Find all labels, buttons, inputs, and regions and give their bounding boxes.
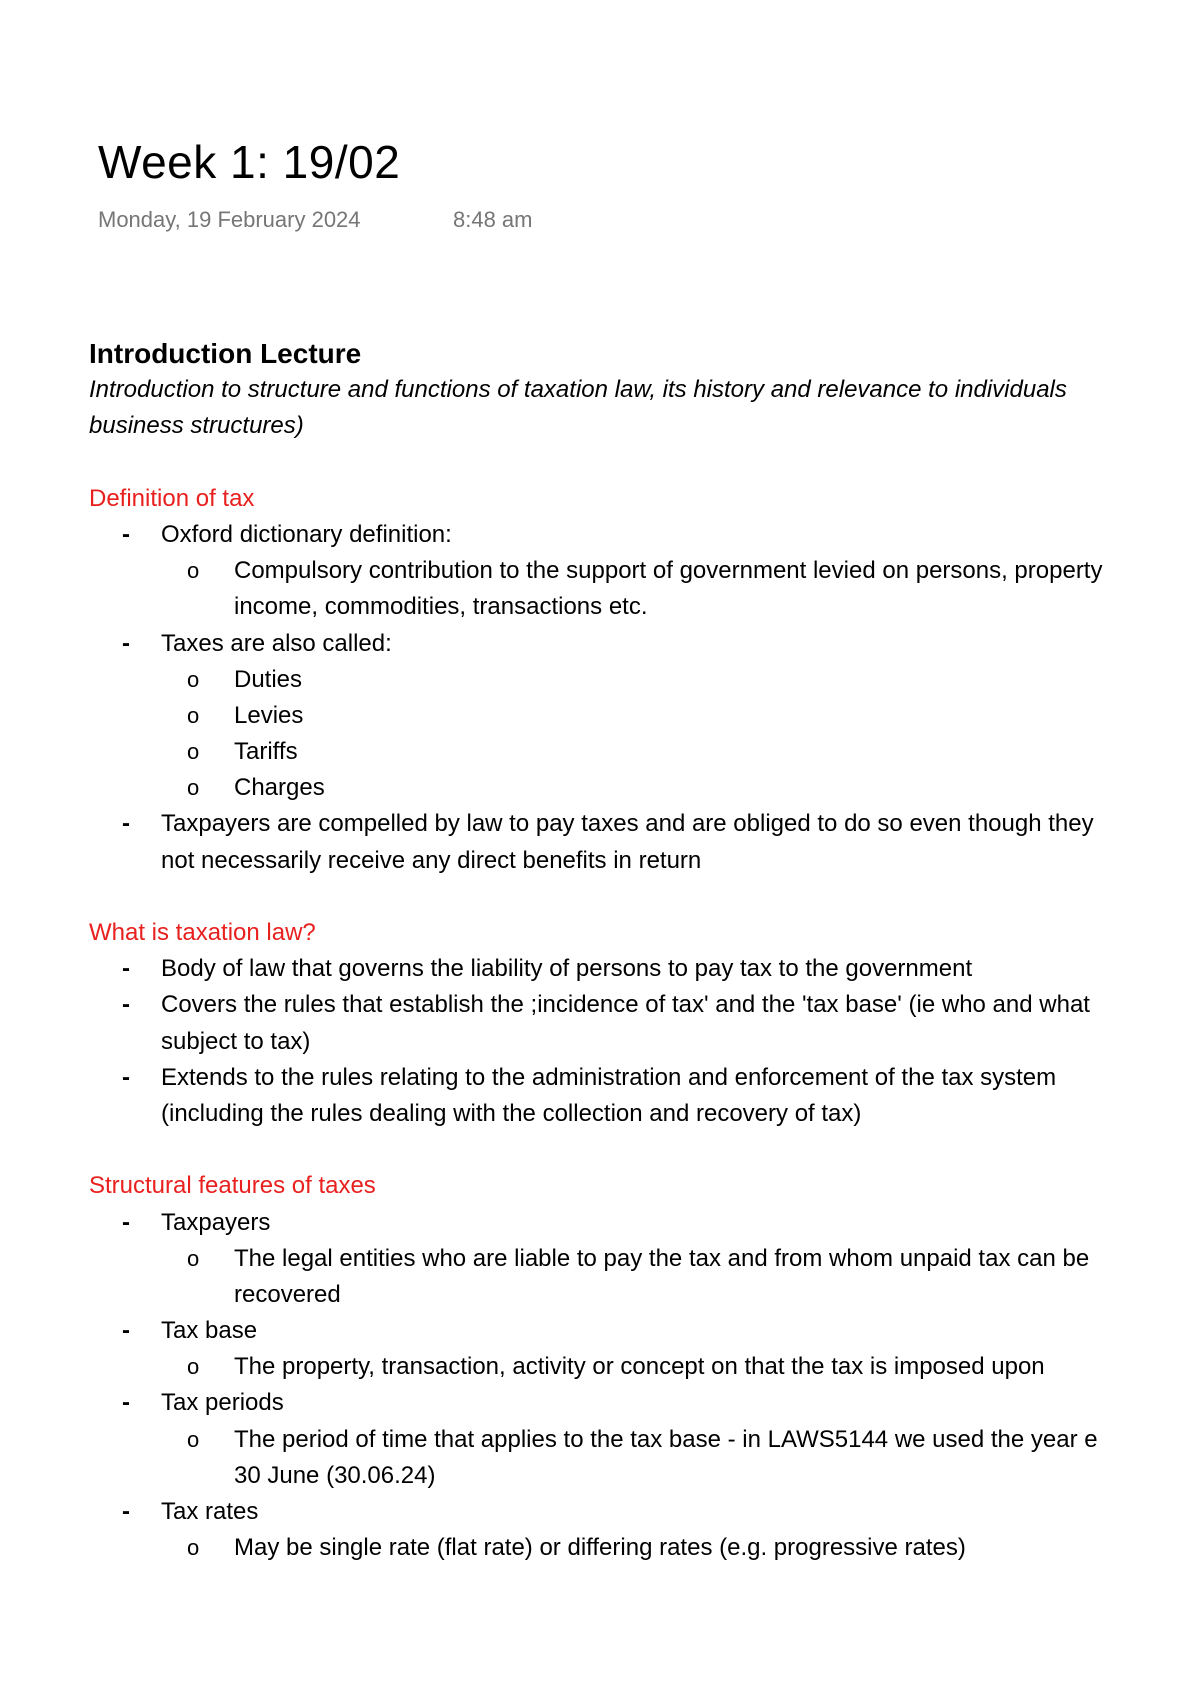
bullet-item bbox=[89, 1385, 1200, 1421]
line-text: subject to tax) bbox=[161, 1027, 311, 1055]
dash-bullet-icon: - bbox=[122, 810, 130, 838]
section-heading bbox=[89, 336, 1200, 372]
line-text: income, commodities, transactions etc. bbox=[234, 593, 648, 621]
blank-line bbox=[89, 445, 1200, 481]
line-text: Tariffs bbox=[234, 738, 298, 766]
line-text: Tax base bbox=[161, 1317, 258, 1345]
line-text: Duties bbox=[234, 665, 303, 693]
line-text: What is taxation law? bbox=[89, 919, 316, 946]
line-text: The legal entities who are liable to pay the tax and from whom unpaid tax can be bbox=[234, 1244, 1090, 1272]
bullet-item bbox=[89, 1060, 1200, 1096]
line-text: Charges bbox=[234, 774, 325, 802]
circle-bullet-icon: o bbox=[187, 739, 200, 765]
sub-bullet-item bbox=[89, 770, 1200, 806]
line-text: Levies bbox=[234, 701, 304, 729]
line-text: recovered bbox=[234, 1280, 341, 1308]
line-text: Tax rates bbox=[161, 1498, 259, 1525]
line-text: The period of time that applies to the tax base - in LAWS5144 we used the year e bbox=[234, 1425, 1098, 1453]
dash-bullet-icon: - bbox=[122, 991, 130, 1019]
section-title bbox=[89, 1168, 1200, 1204]
sub-bullet-item bbox=[89, 698, 1200, 734]
blank-line bbox=[89, 1132, 1200, 1168]
bullet-item bbox=[89, 1494, 1200, 1530]
circle-bullet-icon: o bbox=[187, 1245, 200, 1271]
dash-bullet-icon: - bbox=[122, 1317, 130, 1345]
bullet-item-continuation bbox=[89, 843, 1200, 879]
dash-bullet-icon: - bbox=[122, 1063, 130, 1091]
line-text: Oxford dictionary definition: bbox=[161, 520, 452, 548]
line-text: not necessarily receive any direct benefits in return bbox=[161, 846, 702, 874]
dash-bullet-icon: - bbox=[122, 1389, 130, 1417]
sub-bullet-item bbox=[89, 1530, 1200, 1566]
dash-bullet-icon: - bbox=[122, 1498, 130, 1525]
note-body bbox=[89, 336, 1200, 1566]
sub-bullet-item-continuation bbox=[89, 1277, 1200, 1313]
sub-bullet-item-continuation bbox=[89, 589, 1200, 625]
subtitle-line bbox=[89, 372, 1200, 408]
section-title bbox=[89, 481, 1200, 517]
circle-bullet-icon: o bbox=[187, 1354, 200, 1380]
line-text: Compulsory contribution to the support of government levied on persons, property bbox=[234, 557, 1103, 585]
subtitle-line bbox=[89, 408, 1200, 444]
line-text: Extends to the rules relating to the administration and enforcement of the tax system bbox=[161, 1063, 1057, 1091]
line-text: 30 June (30.06.24) bbox=[234, 1461, 436, 1489]
bullet-item bbox=[89, 987, 1200, 1023]
line-text: May be single rate (flat rate) or differing rates (e.g. progressive rates) bbox=[234, 1534, 966, 1562]
line-text: Introduction to structure and functions of taxation law, its history and relevance to individuals bbox=[89, 376, 1067, 404]
line-text: Body of law that governs the liability of persons to pay tax to the government bbox=[161, 955, 973, 983]
section-title bbox=[89, 915, 1200, 951]
line-text: (including the rules dealing with the collection and recovery of tax) bbox=[161, 1099, 862, 1127]
dash-bullet-icon: - bbox=[122, 629, 130, 657]
line-text: Structural features of taxes bbox=[89, 1172, 376, 1200]
circle-bullet-icon: o bbox=[187, 558, 200, 584]
dash-bullet-icon: - bbox=[122, 520, 130, 548]
circle-bullet-icon: o bbox=[187, 1535, 200, 1561]
bullet-item bbox=[89, 517, 1200, 553]
page-title: Week 1: 19/02 bbox=[98, 136, 401, 188]
line-text: Introduction Lecture bbox=[89, 338, 362, 369]
line-text: Definition of tax bbox=[89, 484, 255, 512]
bullet-item bbox=[89, 1205, 1200, 1241]
bullet-item bbox=[89, 806, 1200, 842]
sub-bullet-item bbox=[89, 734, 1200, 770]
dash-bullet-icon: - bbox=[122, 955, 130, 983]
line-text: Taxpayers are compelled by law to pay taxes and are obliged to do so even though they bbox=[161, 810, 1094, 838]
sub-bullet-item bbox=[89, 662, 1200, 698]
line-text: Tax periods bbox=[161, 1389, 284, 1417]
circle-bullet-icon: o bbox=[187, 1426, 200, 1452]
line-text: business structures) bbox=[89, 412, 304, 440]
line-text: The property, transaction, activity or concept on that the tax is imposed upon bbox=[234, 1353, 1045, 1381]
bullet-item bbox=[89, 626, 1200, 662]
bullet-item-continuation bbox=[89, 1096, 1200, 1132]
bullet-item bbox=[89, 1313, 1200, 1349]
sub-bullet-item bbox=[89, 1241, 1200, 1277]
note-date: Monday, 19 February 2024 bbox=[98, 207, 361, 232]
sub-bullet-item-continuation bbox=[89, 1458, 1200, 1494]
sub-bullet-item bbox=[89, 1349, 1200, 1385]
blank-line bbox=[89, 879, 1200, 915]
note-time: 8:48 am bbox=[453, 207, 533, 232]
bullet-item bbox=[89, 951, 1200, 987]
bullet-item-continuation bbox=[89, 1024, 1200, 1060]
circle-bullet-icon: o bbox=[187, 775, 200, 801]
circle-bullet-icon: o bbox=[187, 702, 200, 728]
sub-bullet-item bbox=[89, 1422, 1200, 1458]
circle-bullet-icon: o bbox=[187, 666, 200, 692]
line-text: Taxpayers bbox=[161, 1208, 271, 1236]
line-text: Covers the rules that establish the ;incidence of tax' and the 'tax base' (ie who and what bbox=[161, 991, 1090, 1019]
line-text: Taxes are also called: bbox=[161, 629, 392, 657]
dash-bullet-icon: - bbox=[122, 1208, 130, 1236]
sub-bullet-item bbox=[89, 553, 1200, 589]
